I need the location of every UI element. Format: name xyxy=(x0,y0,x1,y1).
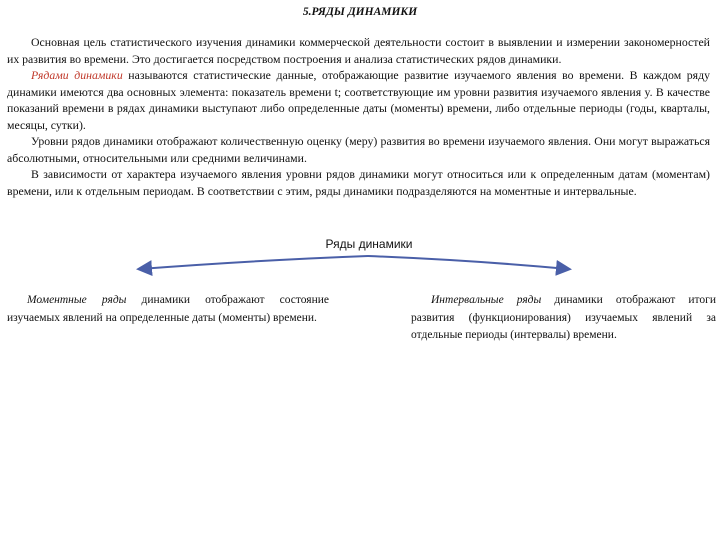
paragraph-classification: В зависимости от характера изучаемого явления уровни рядов динамики могут относиться или к определенным датам (моментам) времени, или к отдельным периодам. В соответствии с этим, ряды динамики подразделяются на моментные и интервальные. xyxy=(7,167,710,198)
term-interval: Интервальные ряды xyxy=(431,294,542,306)
interval-text: динамики отображают итоги развития (функционирования) изучаемых явлений за отдельные периоды (интервалы) времени. xyxy=(411,294,717,341)
definition-text: называются статистические данные, отображающие развитие изучаемого явления во времени. В каждом ряду динамики имеются два основных элемента: показатель времени t; соответствующие им уровни развития изучаемого явления y. В качестве показаний времени в рядах динамики выступают либо определенные даты (моменты) времени, либо отдельные периоды (годы, кварталы, месяцы, сутки). xyxy=(7,68,710,132)
page-title: 5.РЯДЫ ДИНАМИКИ xyxy=(302,6,418,18)
arrow-right xyxy=(368,256,568,269)
arrow-left xyxy=(140,256,368,269)
momentary-series-box xyxy=(7,292,329,327)
paragraph-definition xyxy=(7,67,710,133)
term-momentary: Моментные ряды xyxy=(27,294,127,306)
momentary-text: динамики отображают состояние изучаемых явлений на определенные даты (моменты) времени. xyxy=(7,294,329,324)
term-ryady-dinamiki: Рядами динамики xyxy=(31,68,123,82)
paragraph-intro: Основная цель статистического изучения динамики коммерческой деятельности состоит в выявлении и измерении закономерностей их развития во времени. Это достигается посредством построения и анализа статистических рядов динамики. xyxy=(7,35,710,66)
interval-series-box xyxy=(411,292,716,345)
diagram-title: Ряды динамики xyxy=(325,237,413,251)
paragraph-levels: Уровни рядов динамики отображают количественную оценку (меру) развития во времени изучаемого явления. Они могут выражаться абсолютными, относительными или средними величинами. xyxy=(7,134,710,165)
main-text xyxy=(7,34,710,199)
branch-arrows xyxy=(0,250,720,280)
